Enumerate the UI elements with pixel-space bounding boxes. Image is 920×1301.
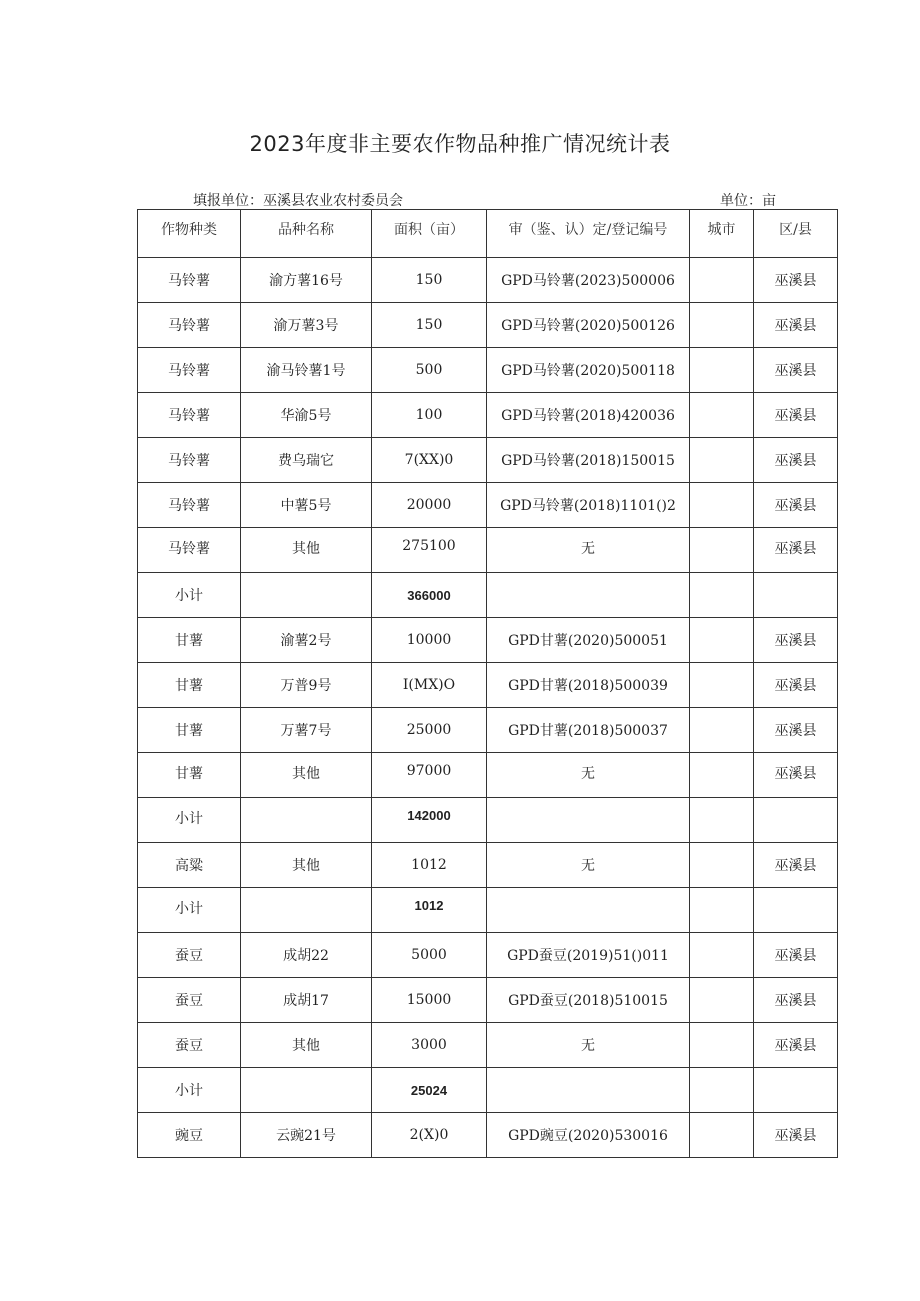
city-cell xyxy=(690,888,754,933)
crop-cell: 豌豆 xyxy=(138,1113,241,1158)
registration-cell: GPD甘薯(2018)500037 xyxy=(487,708,690,753)
registration-cell: GPD甘薯(2020)500051 xyxy=(487,618,690,663)
area-cell: 15000 xyxy=(372,978,487,1023)
area-cell: 20000 xyxy=(372,483,487,528)
subtotal-row xyxy=(138,573,838,618)
variety-cell xyxy=(241,798,372,843)
city-cell xyxy=(690,1068,754,1113)
column-header: 区/县 xyxy=(754,210,838,258)
crop-cell: 小计 xyxy=(138,573,241,618)
table-row xyxy=(138,483,838,528)
city-cell xyxy=(690,618,754,663)
crop-cell: 甘薯 xyxy=(138,618,241,663)
table-row xyxy=(138,933,838,978)
variety-cell: 云豌21号 xyxy=(241,1113,372,1158)
city-cell xyxy=(690,438,754,483)
county-cell: 巫溪县 xyxy=(754,618,838,663)
area-cell: 1012 xyxy=(372,843,487,888)
county-cell: 巫溪县 xyxy=(754,663,838,708)
city-cell xyxy=(690,1023,754,1068)
area-cell: 3000 xyxy=(372,1023,487,1068)
county-cell: 巫溪县 xyxy=(754,528,838,573)
variety-cell: 费乌瑞它 xyxy=(241,438,372,483)
variety-cell: 中薯5号 xyxy=(241,483,372,528)
city-cell xyxy=(690,843,754,888)
statistics-table xyxy=(137,209,838,1158)
variety-cell xyxy=(241,1068,372,1113)
area-cell: 150 xyxy=(372,303,487,348)
area-cell: 500 xyxy=(372,348,487,393)
table-row xyxy=(138,978,838,1023)
crop-cell: 小计 xyxy=(138,888,241,933)
crop-cell: 蚕豆 xyxy=(138,1023,241,1068)
registration-cell: GPD马铃薯(2018)150015 xyxy=(487,438,690,483)
area-cell: 275100 xyxy=(372,528,487,573)
registration-cell: GPD豌豆(2020)530016 xyxy=(487,1113,690,1158)
county-cell xyxy=(754,798,838,843)
subtotal-row xyxy=(138,1068,838,1113)
crop-cell: 小计 xyxy=(138,1068,241,1113)
variety-cell xyxy=(241,888,372,933)
county-cell: 巫溪县 xyxy=(754,708,838,753)
table-row xyxy=(138,708,838,753)
area-cell: 25000 xyxy=(372,708,487,753)
crop-cell: 蚕豆 xyxy=(138,933,241,978)
crop-cell: 马铃薯 xyxy=(138,528,241,573)
area-cell: 142000 xyxy=(372,798,487,843)
area-cell: 2(X)0 xyxy=(372,1113,487,1158)
table-row xyxy=(138,753,838,798)
registration-cell xyxy=(487,1068,690,1113)
county-cell: 巫溪县 xyxy=(754,303,838,348)
crop-cell: 高粱 xyxy=(138,843,241,888)
registration-cell: GPD马铃薯(2023)500006 xyxy=(487,258,690,303)
crop-cell: 马铃薯 xyxy=(138,258,241,303)
column-header: 城市 xyxy=(690,210,754,258)
city-cell xyxy=(690,933,754,978)
registration-cell: GPD甘薯(2018)500039 xyxy=(487,663,690,708)
subtotal-row xyxy=(138,888,838,933)
variety-cell: 渝方薯16号 xyxy=(241,258,372,303)
registration-cell: 无 xyxy=(487,1023,690,1068)
variety-cell: 渝万薯3号 xyxy=(241,303,372,348)
variety-cell: 其他 xyxy=(241,753,372,798)
city-cell xyxy=(690,978,754,1023)
city-cell xyxy=(690,663,754,708)
city-cell xyxy=(690,483,754,528)
registration-cell: GPD马铃薯(2018)1101()2 xyxy=(487,483,690,528)
crop-cell: 马铃薯 xyxy=(138,303,241,348)
area-cell: 1012 xyxy=(372,888,487,933)
city-cell xyxy=(690,1113,754,1158)
registration-cell: GPD蚕豆(2019)51()011 xyxy=(487,933,690,978)
county-cell: 巫溪县 xyxy=(754,843,838,888)
variety-cell: 华渝5号 xyxy=(241,393,372,438)
county-cell: 巫溪县 xyxy=(754,1023,838,1068)
crop-cell: 蚕豆 xyxy=(138,978,241,1023)
table-row xyxy=(138,618,838,663)
crop-cell: 甘薯 xyxy=(138,663,241,708)
city-cell xyxy=(690,393,754,438)
registration-cell xyxy=(487,888,690,933)
county-cell: 巫溪县 xyxy=(754,393,838,438)
city-cell xyxy=(690,798,754,843)
city-cell xyxy=(690,258,754,303)
area-cell: 100 xyxy=(372,393,487,438)
city-cell xyxy=(690,708,754,753)
crop-cell: 甘薯 xyxy=(138,708,241,753)
county-cell xyxy=(754,1068,838,1113)
city-cell xyxy=(690,753,754,798)
county-cell xyxy=(754,573,838,618)
column-header: 品种名称 xyxy=(241,210,372,258)
county-cell: 巫溪县 xyxy=(754,348,838,393)
registration-cell: 无 xyxy=(487,843,690,888)
city-cell xyxy=(690,303,754,348)
county-cell: 巫溪县 xyxy=(754,753,838,798)
variety-cell: 成胡17 xyxy=(241,978,372,1023)
county-cell: 巫溪县 xyxy=(754,438,838,483)
area-cell: 7(XX)0 xyxy=(372,438,487,483)
crop-cell: 甘薯 xyxy=(138,753,241,798)
table-row xyxy=(138,1113,838,1158)
table-row xyxy=(138,258,838,303)
table-header-row xyxy=(138,210,838,258)
reporting-unit: 填报单位：巫溪县农业农村委员会 xyxy=(193,193,403,209)
county-cell: 巫溪县 xyxy=(754,978,838,1023)
unit-label: 单位：亩 xyxy=(720,193,776,209)
column-header: 面积（亩） xyxy=(372,210,487,258)
table-row xyxy=(138,438,838,483)
variety-cell: 其他 xyxy=(241,843,372,888)
table-row xyxy=(138,303,838,348)
variety-cell: 万普9号 xyxy=(241,663,372,708)
area-cell: 5000 xyxy=(372,933,487,978)
area-cell: I(MX)O xyxy=(372,663,487,708)
table-row xyxy=(138,528,838,573)
subtotal-row xyxy=(138,798,838,843)
table-row xyxy=(138,1023,838,1068)
table-row xyxy=(138,348,838,393)
area-cell: 366000 xyxy=(372,573,487,618)
variety-cell: 成胡22 xyxy=(241,933,372,978)
variety-cell: 万薯7号 xyxy=(241,708,372,753)
registration-cell: GPD马铃薯(2020)500126 xyxy=(487,303,690,348)
registration-cell: GPD马铃薯(2020)500118 xyxy=(487,348,690,393)
area-cell: 150 xyxy=(372,258,487,303)
table-row xyxy=(138,393,838,438)
county-cell: 巫溪县 xyxy=(754,258,838,303)
crop-cell: 马铃薯 xyxy=(138,438,241,483)
crop-cell: 马铃薯 xyxy=(138,483,241,528)
registration-cell xyxy=(487,573,690,618)
variety-cell: 渝薯2号 xyxy=(241,618,372,663)
column-header: 作物种类 xyxy=(138,210,241,258)
city-cell xyxy=(690,528,754,573)
crop-cell: 马铃薯 xyxy=(138,393,241,438)
city-cell xyxy=(690,348,754,393)
registration-cell: GPD蚕豆(2018)510015 xyxy=(487,978,690,1023)
area-cell: 10000 xyxy=(372,618,487,663)
variety-cell xyxy=(241,573,372,618)
crop-cell: 马铃薯 xyxy=(138,348,241,393)
variety-cell: 渝马铃薯1号 xyxy=(241,348,372,393)
registration-cell xyxy=(487,798,690,843)
variety-cell: 其他 xyxy=(241,1023,372,1068)
registration-cell: 无 xyxy=(487,528,690,573)
variety-cell: 其他 xyxy=(241,528,372,573)
area-cell: 97000 xyxy=(372,753,487,798)
registration-cell: 无 xyxy=(487,753,690,798)
crop-cell: 小计 xyxy=(138,798,241,843)
county-cell: 巫溪县 xyxy=(754,483,838,528)
column-header: 审（鉴、认）定/登记编号 xyxy=(487,210,690,258)
page-title: 2023年度非主要农作物品种推广情况统计表 xyxy=(249,132,671,156)
registration-cell: GPD马铃薯(2018)420036 xyxy=(487,393,690,438)
city-cell xyxy=(690,573,754,618)
county-cell: 巫溪县 xyxy=(754,1113,838,1158)
table-row xyxy=(138,843,838,888)
table-row xyxy=(138,663,838,708)
county-cell: 巫溪县 xyxy=(754,933,838,978)
area-cell: 25024 xyxy=(372,1068,487,1113)
county-cell xyxy=(754,888,838,933)
